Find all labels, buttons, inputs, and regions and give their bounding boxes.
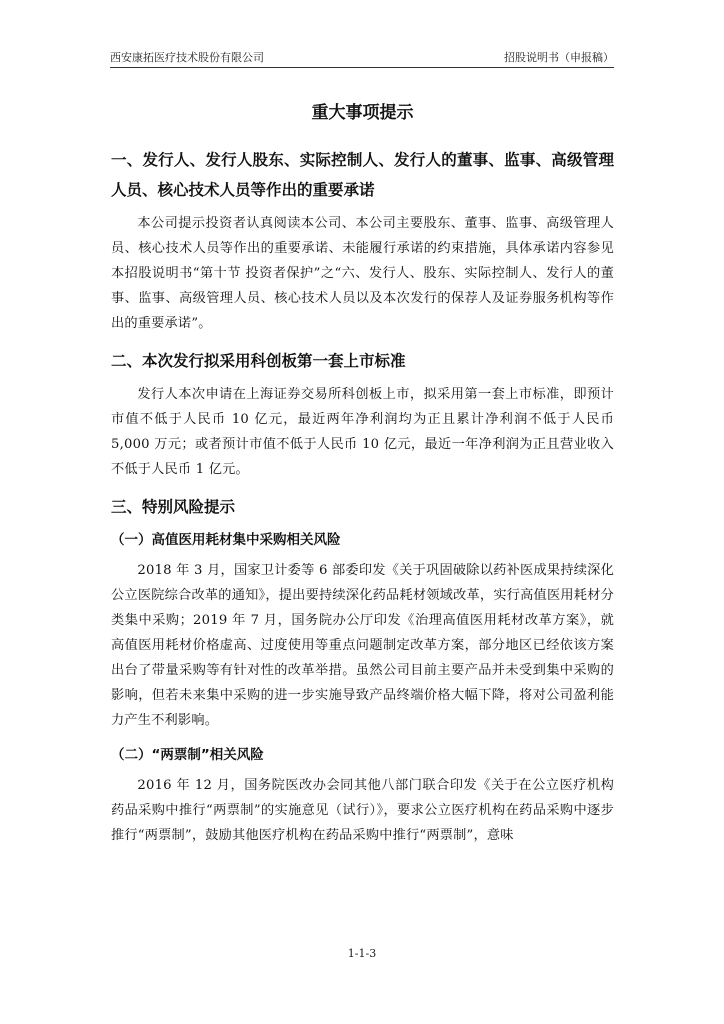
section-1-paragraph: 本公司提示投资者认真阅读本公司、本公司主要股东、董事、监事、高级管理人员、核心技术人员等作出的重要承诺、未能履行承诺的约束措施，具体承诺内容参见本招股说明书“第十节 投资者保护”之“六、发行人、股东、实际控制人、发行人的董事、监事、高级管理人员、核心技术人员以及本次发行的保荐人及证券服务机构等作出的重要承诺”。 — [111, 216, 614, 331]
section-3-1-paragraph: 2018 年 3 月，国家卫计委等 6 部委印发《关于巩固破除以药补医成果持续深化公立医院综合改革的通知》，提出要持续深化药品耗材领域改革，实行高值医用耗材分类集中采购；2019 年 7 月，国务院办公厅印发《治理高值医用耗材改革方案》，就高值医用耗材价格虚高、过度使用等重点问题制定改革方案，部分地区已经依该方案出台了带量采购等有针对性的改革举措。虽然公司目前主要产品并未受到集中采购的影响，但若未来集中采购的进一步实施导致产品终端价格大幅下降，将对公司盈利能力产生不利影响。 — [111, 563, 614, 728]
page-header — [110, 49, 614, 66]
header-company-name: 西安康拓医疗技术股份有限公司 — [110, 51, 264, 64]
section-3-heading: 三、特别风险提示 — [111, 498, 236, 516]
page-number: 1-1-3 — [347, 947, 377, 960]
header-divider — [110, 67, 614, 68]
section-3-1-heading: （一）高值医用耗材集中采购相关风险 — [111, 532, 341, 548]
section-1-heading: 一、发行人、发行人股东、实际控制人、发行人的董事、监事、高级管理人员、核心技术人员等作出的重要承诺 — [111, 151, 614, 199]
page-content — [111, 98, 614, 858]
section-3-2-paragraph: 2016 年 12 月，国务院医改办会同其他八部门联合印发《关于在公立医疗机构药品采购中推行“两票制”的实施意见（试行）》，要求公立医疗机构在药品采购中逐步推行“两票制”，鼓励其他医疗机构在药品采购中推行“两票制”，意味 — [111, 778, 614, 843]
section-3-2-heading: （二）“两票制”相关风险 — [111, 747, 264, 763]
section-2-heading: 二、本次发行拟采用科创板第一套上市标准 — [111, 352, 406, 370]
section-2-paragraph: 发行人本次申请在上海证券交易所科创板上市，拟采用第一套上市标准，即预计市值不低于人民币 10 亿元，最近两年净利润均为正且累计净利润不低于人民币 5,000 万元；或者预计市值不低于人民币 10 亿元，最近一年净利润为正且营业收入不低于人民币 1 亿元。 — [111, 387, 614, 477]
page-title: 重大事项提示 — [311, 103, 414, 123]
header-document-name: 招股说明书（申报稿） — [504, 51, 614, 64]
